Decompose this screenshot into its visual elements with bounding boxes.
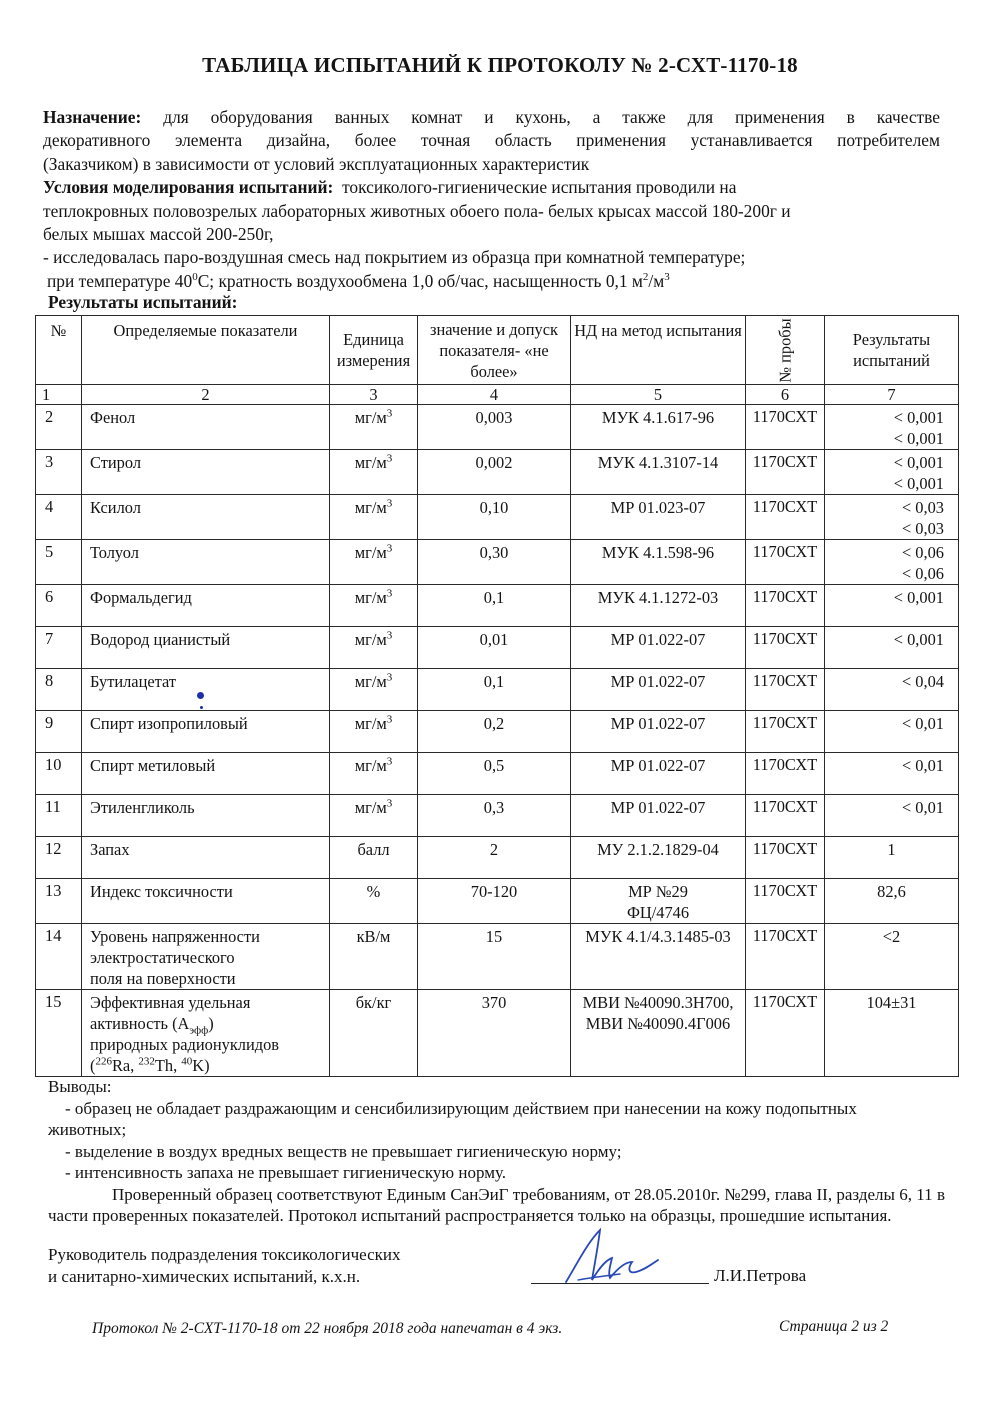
iso-ra: Ra, bbox=[111, 1056, 139, 1075]
row-sample: 1170СХТ bbox=[746, 879, 825, 924]
eff-sub: эфф bbox=[189, 1024, 209, 1037]
unit-text: мг/м bbox=[354, 756, 387, 775]
name-line-1: Уровень напряженности bbox=[90, 927, 260, 946]
row-method: МУК 4.1.3107-14 bbox=[571, 450, 746, 495]
row-unit: % bbox=[330, 879, 418, 924]
unit-text: мг/м bbox=[354, 588, 387, 607]
row-sample: 1170СХТ bbox=[746, 837, 825, 879]
row-method: МР 01.022-07 bbox=[571, 795, 746, 837]
result-line-1: < 0,001 bbox=[893, 453, 944, 472]
colnum-2: 2 bbox=[82, 385, 330, 405]
result-line-2: < 0,001 bbox=[893, 474, 944, 493]
row-limit: 0,2 bbox=[418, 711, 571, 753]
row-result bbox=[825, 753, 959, 795]
name-line-3: поля на поверхности bbox=[90, 969, 236, 988]
row-num: 7 bbox=[36, 627, 82, 669]
table-row bbox=[36, 924, 959, 990]
row-result bbox=[825, 924, 959, 990]
row-name: Толуол bbox=[82, 540, 330, 585]
purpose-text-1: для оборудования ванных комнат и кухонь, а также для применения в качестве bbox=[163, 107, 940, 127]
conclusion-item-2: - выделение в воздух вредных веществ не превышает гигиеническую норму; bbox=[65, 1141, 622, 1161]
row-limit: 70-120 bbox=[418, 879, 571, 924]
row-num: 13 bbox=[36, 879, 82, 924]
table-row bbox=[36, 405, 959, 450]
row-num: 9 bbox=[36, 711, 82, 753]
row-sample: 1170СХТ bbox=[746, 585, 825, 627]
row-name bbox=[82, 990, 330, 1077]
row-method bbox=[571, 990, 746, 1077]
row-unit bbox=[330, 627, 418, 669]
row-unit bbox=[330, 753, 418, 795]
purpose-line-1 bbox=[43, 106, 940, 129]
table-row bbox=[36, 711, 959, 753]
result-line-1: < 0,06 bbox=[901, 543, 944, 562]
signatory-title-1: Руководитель подразделения токсикологических bbox=[48, 1245, 401, 1264]
row-limit: 370 bbox=[418, 990, 571, 1077]
result-line-1: < 0,001 bbox=[893, 588, 944, 607]
signatory-title-2: и санитарно-химических испытаний, к.х.н. bbox=[48, 1267, 361, 1286]
row-limit: 15 bbox=[418, 924, 571, 990]
row-unit bbox=[330, 669, 418, 711]
conditions-temp-text: при температуре 40 bbox=[47, 270, 193, 291]
conditions-exchange-text: С; кратность воздухообмена 1,0 об/час, насыщенность 0,1 м bbox=[197, 270, 643, 291]
method-line-1: МВИ №40090.3Н700, bbox=[582, 993, 734, 1012]
conclusion-item-1-cont: животных; bbox=[48, 1120, 127, 1139]
row-name: Индекс токсичности bbox=[82, 879, 330, 924]
name-line-2: электростатического bbox=[90, 948, 235, 967]
row-sample: 1170СХТ bbox=[746, 495, 825, 540]
row-limit: 0,1 bbox=[418, 669, 571, 711]
row-num: 12 bbox=[36, 837, 82, 879]
row-sample: 1170СХТ bbox=[746, 540, 825, 585]
unit-text: мг/м bbox=[354, 408, 387, 427]
colnum-4: 4 bbox=[418, 385, 571, 405]
row-unit: кВ/м bbox=[330, 924, 418, 990]
ink-dot bbox=[197, 692, 204, 699]
header-row bbox=[36, 316, 959, 385]
result-line-1: < 0,01 bbox=[901, 798, 944, 817]
row-method: МР 01.022-07 bbox=[571, 627, 746, 669]
row-limit: 0,002 bbox=[418, 450, 571, 495]
row-limit: 0,1 bbox=[418, 585, 571, 627]
row-result bbox=[825, 495, 959, 540]
result-line-2: < 0,06 bbox=[901, 564, 944, 583]
m3-sup: 3 bbox=[664, 271, 670, 284]
result-line-2: < 0,001 bbox=[893, 429, 944, 448]
unit-sup: 3 bbox=[386, 587, 393, 600]
row-num: 15 bbox=[36, 990, 82, 1077]
signatory-name: Л.И.Петрова bbox=[714, 1266, 807, 1285]
table-row bbox=[36, 540, 959, 585]
conditions-label: Условия моделирования испытаний: bbox=[43, 177, 334, 198]
row-method: МУ 2.1.2.1829-04 bbox=[571, 837, 746, 879]
unit-sup: 3 bbox=[386, 671, 393, 684]
conditions-line-1 bbox=[43, 176, 940, 199]
table-row bbox=[36, 753, 959, 795]
conditions-line-2: теплокровных половозрелых лабораторных животных обоего пола- белых крысах массой 180-200г и bbox=[43, 200, 791, 221]
row-result bbox=[825, 627, 959, 669]
iso-k: K) bbox=[192, 1056, 210, 1075]
table-row bbox=[36, 990, 959, 1077]
table-row bbox=[36, 450, 959, 495]
header-name: Определяемые показатели bbox=[82, 316, 330, 385]
header-result: Результаты испытаний bbox=[825, 316, 959, 385]
unit-sup: 3 bbox=[386, 797, 393, 810]
row-method: МУК 4.1/4.3.1485-03 bbox=[571, 924, 746, 990]
row-name: Спирт изопропиловый bbox=[82, 711, 330, 753]
row-name: Формальдегид bbox=[82, 585, 330, 627]
row-result bbox=[825, 405, 959, 450]
row-num: 4 bbox=[36, 495, 82, 540]
header-sample bbox=[746, 316, 825, 385]
unit-text: мг/м bbox=[354, 714, 387, 733]
row-name: Запах bbox=[82, 837, 330, 879]
row-num: 11 bbox=[36, 795, 82, 837]
conditions-line-4: - исследовалась паро-воздушная смесь над покрытием из образца при комнатной температуре; bbox=[43, 247, 746, 268]
table-row bbox=[36, 627, 959, 669]
row-method: МР 01.023-07 bbox=[571, 495, 746, 540]
degree-sup: 0 bbox=[192, 271, 198, 284]
row-num: 10 bbox=[36, 753, 82, 795]
table-row bbox=[36, 837, 959, 879]
row-unit: балл bbox=[330, 837, 418, 879]
row-limit: 2 bbox=[418, 837, 571, 879]
row-result bbox=[825, 540, 959, 585]
row-result bbox=[825, 711, 959, 753]
table-row bbox=[36, 879, 959, 924]
results-table bbox=[35, 315, 959, 1077]
row-name: Водород цианистый bbox=[82, 627, 330, 669]
unit-sup: 3 bbox=[386, 629, 393, 642]
result-line-1: < 0,03 bbox=[901, 498, 944, 517]
conclusions-section bbox=[48, 1076, 945, 1227]
row-method: МР 01.022-07 bbox=[571, 711, 746, 753]
result-line-1: 104±31 bbox=[866, 993, 917, 1012]
table-row bbox=[36, 669, 959, 711]
row-sample: 1170СХТ bbox=[746, 450, 825, 495]
result-line-1: < 0,01 bbox=[901, 714, 944, 733]
row-limit: 0,3 bbox=[418, 795, 571, 837]
header-method: НД на метод испытания bbox=[571, 316, 746, 385]
results-heading: Результаты испытаний: bbox=[48, 292, 238, 312]
row-limit: 0,003 bbox=[418, 405, 571, 450]
conclusion-item-3: - интенсивность запаха не превышает гигиеническую норму. bbox=[65, 1163, 507, 1182]
row-sample: 1170СХТ bbox=[746, 627, 825, 669]
purpose-line-2: декоративного элемента дизайна, более точная область применения устанавливается потребителем bbox=[43, 130, 940, 151]
row-name: Фенол bbox=[82, 405, 330, 450]
row-unit bbox=[330, 495, 418, 540]
result-line-1: < 0,04 bbox=[901, 672, 944, 691]
row-sample: 1170СХТ bbox=[746, 990, 825, 1077]
colnum-6: 6 bbox=[746, 385, 825, 405]
table-row bbox=[36, 795, 959, 837]
unit-text: мг/м bbox=[354, 453, 387, 472]
iso-open: ( bbox=[90, 1056, 96, 1075]
unit-text: мг/м bbox=[354, 798, 387, 817]
row-limit: 0,30 bbox=[418, 540, 571, 585]
row-sample: 1170СХТ bbox=[746, 405, 825, 450]
row-result bbox=[825, 669, 959, 711]
signatory-block bbox=[48, 1244, 948, 1288]
row-method: МУК 4.1.617-96 bbox=[571, 405, 746, 450]
page-title: ТАБЛИЦА ИСПЫТАНИЙ К ПРОТОКОЛУ № 2-СХТ-1170-18 bbox=[202, 53, 798, 77]
unit-sup: 3 bbox=[386, 497, 393, 510]
row-sample: 1170СХТ bbox=[746, 924, 825, 990]
row-method: МУК 4.1.598-96 bbox=[571, 540, 746, 585]
row-method: МР 01.022-07 bbox=[571, 753, 746, 795]
colnum-3: 3 bbox=[330, 385, 418, 405]
row-result bbox=[825, 450, 959, 495]
row-result bbox=[825, 795, 959, 837]
colnum-7: 7 bbox=[825, 385, 959, 405]
row-method bbox=[571, 879, 746, 924]
name-line-1: Эффективная удельная bbox=[90, 993, 251, 1012]
conclusion-item-1: - образец не обладает раздражающим и сенсибилизирующим действием при нанесении на кожу подопытных bbox=[65, 1098, 857, 1118]
row-num: 6 bbox=[36, 585, 82, 627]
column-number-row bbox=[36, 385, 959, 405]
row-result bbox=[825, 990, 959, 1077]
footer-protocol-note: Протокол № 2-СХТ-1170-18 от 22 ноября 2018 года напечатан в 4 экз. bbox=[92, 1320, 563, 1337]
row-method: МУК 4.1.1272-03 bbox=[571, 585, 746, 627]
colnum-5: 5 bbox=[571, 385, 746, 405]
iso-k-mass: 40 bbox=[181, 1055, 193, 1068]
result-line-1: 1 bbox=[887, 840, 896, 859]
name-line-3: природных радионуклидов bbox=[90, 1035, 280, 1054]
row-sample: 1170СХТ bbox=[746, 711, 825, 753]
row-name bbox=[82, 924, 330, 990]
header-limit: значение и допуск показателя- «не более» bbox=[418, 316, 571, 385]
row-result bbox=[825, 879, 959, 924]
row-name: Стирол bbox=[82, 450, 330, 495]
intro-section bbox=[43, 106, 940, 293]
iso-th: Th, bbox=[154, 1056, 182, 1075]
conditions-line-3: белых мышах массой 200-250г, bbox=[43, 224, 274, 245]
row-name: Спирт метиловый bbox=[82, 753, 330, 795]
row-num: 2 bbox=[36, 405, 82, 450]
method-line-2: ФЦ/4746 bbox=[626, 903, 690, 922]
conditions-line-5 bbox=[43, 270, 940, 293]
result-line-2: < 0,03 bbox=[901, 519, 944, 538]
row-num: 8 bbox=[36, 669, 82, 711]
row-unit bbox=[330, 540, 418, 585]
unit-text: мг/м bbox=[354, 630, 387, 649]
colnum-1: 1 bbox=[36, 385, 82, 405]
handwritten-signature bbox=[548, 1222, 668, 1292]
iso-ra-mass: 226 bbox=[95, 1055, 112, 1068]
unit-text: мг/м bbox=[354, 498, 387, 517]
row-result bbox=[825, 585, 959, 627]
row-method: МР 01.022-07 bbox=[571, 669, 746, 711]
row-num: 5 bbox=[36, 540, 82, 585]
row-unit bbox=[330, 711, 418, 753]
footer-page-number: Страница 2 из 2 bbox=[779, 1318, 889, 1335]
conditions-text-1: токсиколого-гигиенические испытания проводили на bbox=[342, 177, 737, 198]
m2-sup: 2 bbox=[642, 271, 649, 284]
row-name: Ксилол bbox=[82, 495, 330, 540]
table-row bbox=[36, 585, 959, 627]
method-line-2: МВИ №40090.4Г006 bbox=[585, 1014, 731, 1033]
row-sample: 1170СХТ bbox=[746, 669, 825, 711]
header-num: № bbox=[36, 316, 82, 385]
header-unit: Единица измерения bbox=[330, 316, 418, 385]
purpose-line-3: (Заказчиком) в зависимости от условий эксплуатационных характеристик bbox=[43, 153, 590, 174]
row-num: 14 bbox=[36, 924, 82, 990]
unit-sup: 3 bbox=[386, 713, 393, 726]
activity-close: ) bbox=[208, 1014, 214, 1033]
ink-dot bbox=[200, 706, 203, 709]
table-row bbox=[36, 495, 959, 540]
unit-sup: 3 bbox=[386, 542, 393, 555]
row-result bbox=[825, 837, 959, 879]
row-num: 3 bbox=[36, 450, 82, 495]
conclusions-heading: Выводы: bbox=[48, 1077, 112, 1096]
activity-text: активность (А bbox=[90, 1014, 190, 1033]
result-line-1: < 0,01 bbox=[901, 756, 944, 775]
header-sample-text: № пробы bbox=[775, 317, 795, 383]
result-line-1: < 0,001 bbox=[893, 630, 944, 649]
result-line-1: 82,6 bbox=[877, 882, 906, 901]
result-line-1: <2 bbox=[882, 927, 901, 946]
unit-text: мг/м bbox=[354, 543, 387, 562]
iso-th-mass: 232 bbox=[138, 1055, 155, 1068]
per-m-text: /м bbox=[648, 270, 665, 291]
purpose-label: Назначение: bbox=[43, 107, 142, 127]
row-sample: 1170СХТ bbox=[746, 795, 825, 837]
row-limit: 0,10 bbox=[418, 495, 571, 540]
conformity-paragraph: Проверенный образец соответствуют Единым СанЭиГ требованиям, от 28.05.2010г. №299, глава II, разделы 6, 11 в части проверенных показателей. Протокол испытаний распространяется только на образцы, прошедшие испытания. bbox=[48, 1184, 945, 1225]
row-name: Этиленгликоль bbox=[82, 795, 330, 837]
method-line-1: МР №29 bbox=[628, 882, 688, 901]
name-line-2 bbox=[90, 1013, 329, 1037]
row-limit: 0,5 bbox=[418, 753, 571, 795]
row-unit: бк/кг bbox=[330, 990, 418, 1077]
unit-text: мг/м bbox=[354, 672, 387, 691]
row-name: Бутилацетат bbox=[82, 669, 330, 711]
row-unit bbox=[330, 585, 418, 627]
row-unit bbox=[330, 795, 418, 837]
row-unit bbox=[330, 450, 418, 495]
result-line-1: < 0,001 bbox=[893, 408, 944, 427]
name-line-4 bbox=[90, 1055, 329, 1076]
unit-sup: 3 bbox=[386, 407, 393, 420]
row-sample: 1170СХТ bbox=[746, 753, 825, 795]
unit-sup: 3 bbox=[386, 452, 393, 465]
unit-sup: 3 bbox=[386, 755, 393, 768]
row-limit: 0,01 bbox=[418, 627, 571, 669]
row-unit bbox=[330, 405, 418, 450]
